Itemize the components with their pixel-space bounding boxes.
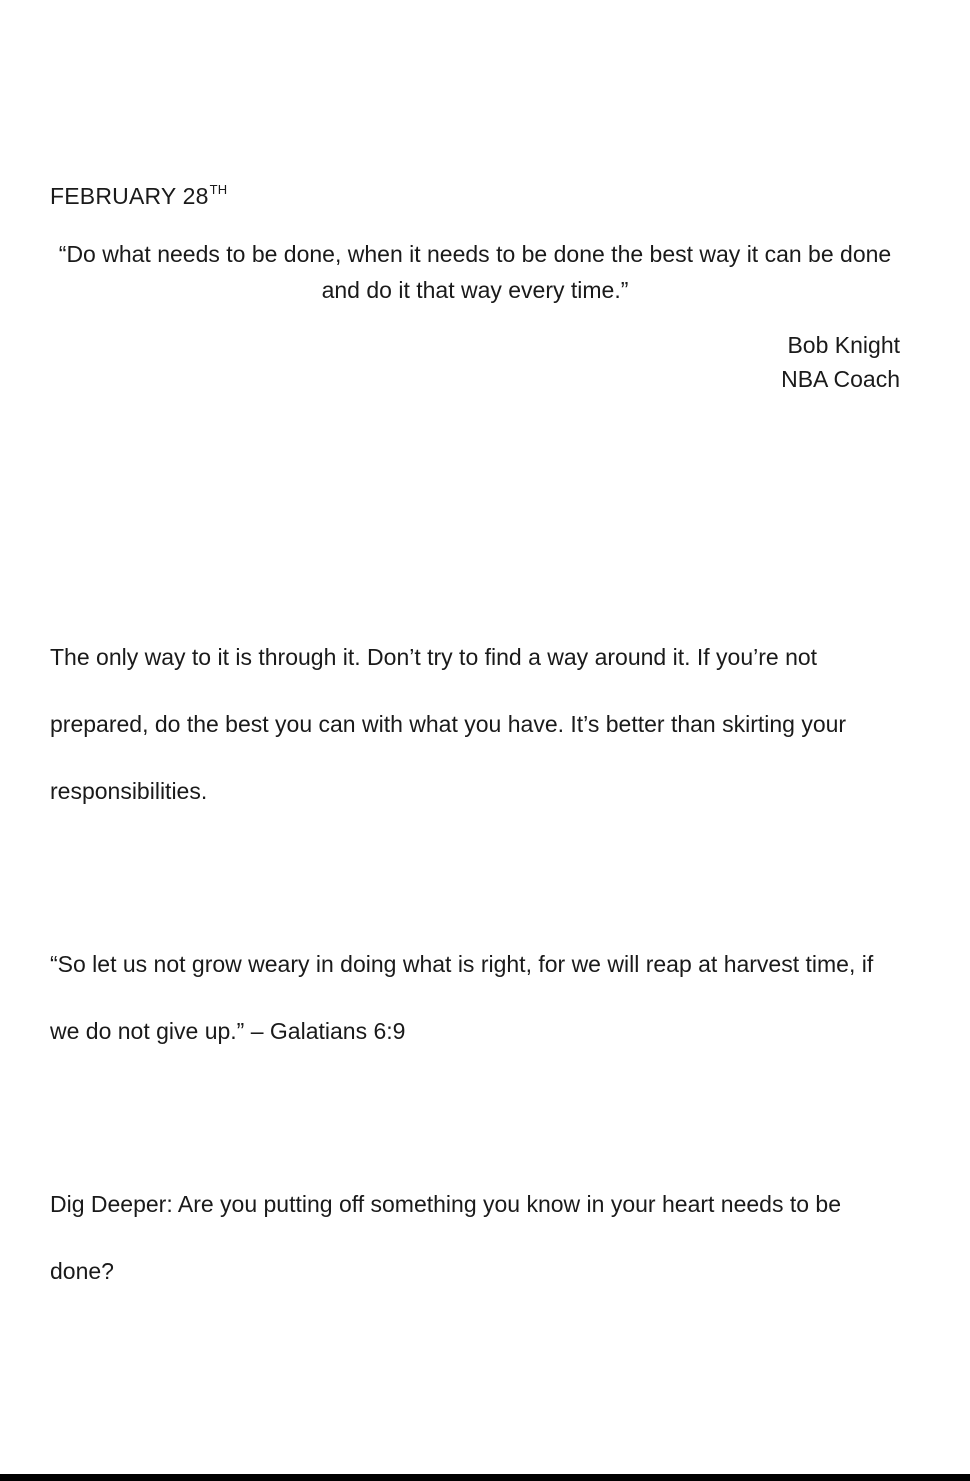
date-ordinal-suffix: TH (209, 182, 228, 197)
page-bottom-border (0, 1474, 970, 1481)
date-text: FEBRUARY 28 (50, 183, 209, 209)
scripture-paragraph: “So let us not grow weary in doing what is right, for we will reap at harvest time, if we do not give up.” – Galatians 6:9 (50, 951, 874, 1044)
dig-deeper-paragraph: Dig Deeper: Are you putting off something you know in your heart needs to be done? (50, 1191, 842, 1284)
quote-author-title: NBA Coach (781, 366, 900, 392)
page-date (50, 180, 227, 216)
opening-quote: “Do what needs to be done, when it needs to be done the best way it can be done and do it that way every time.” (58, 241, 892, 303)
quote-author: Bob Knight (787, 332, 900, 358)
quote-attribution (781, 328, 900, 396)
reflection-paragraph: The only way to it is through it. Don’t try to find a way around it. If you’re not prepared, do the best you can with what you have. It’s better than skirting your responsibilities. (50, 644, 847, 804)
